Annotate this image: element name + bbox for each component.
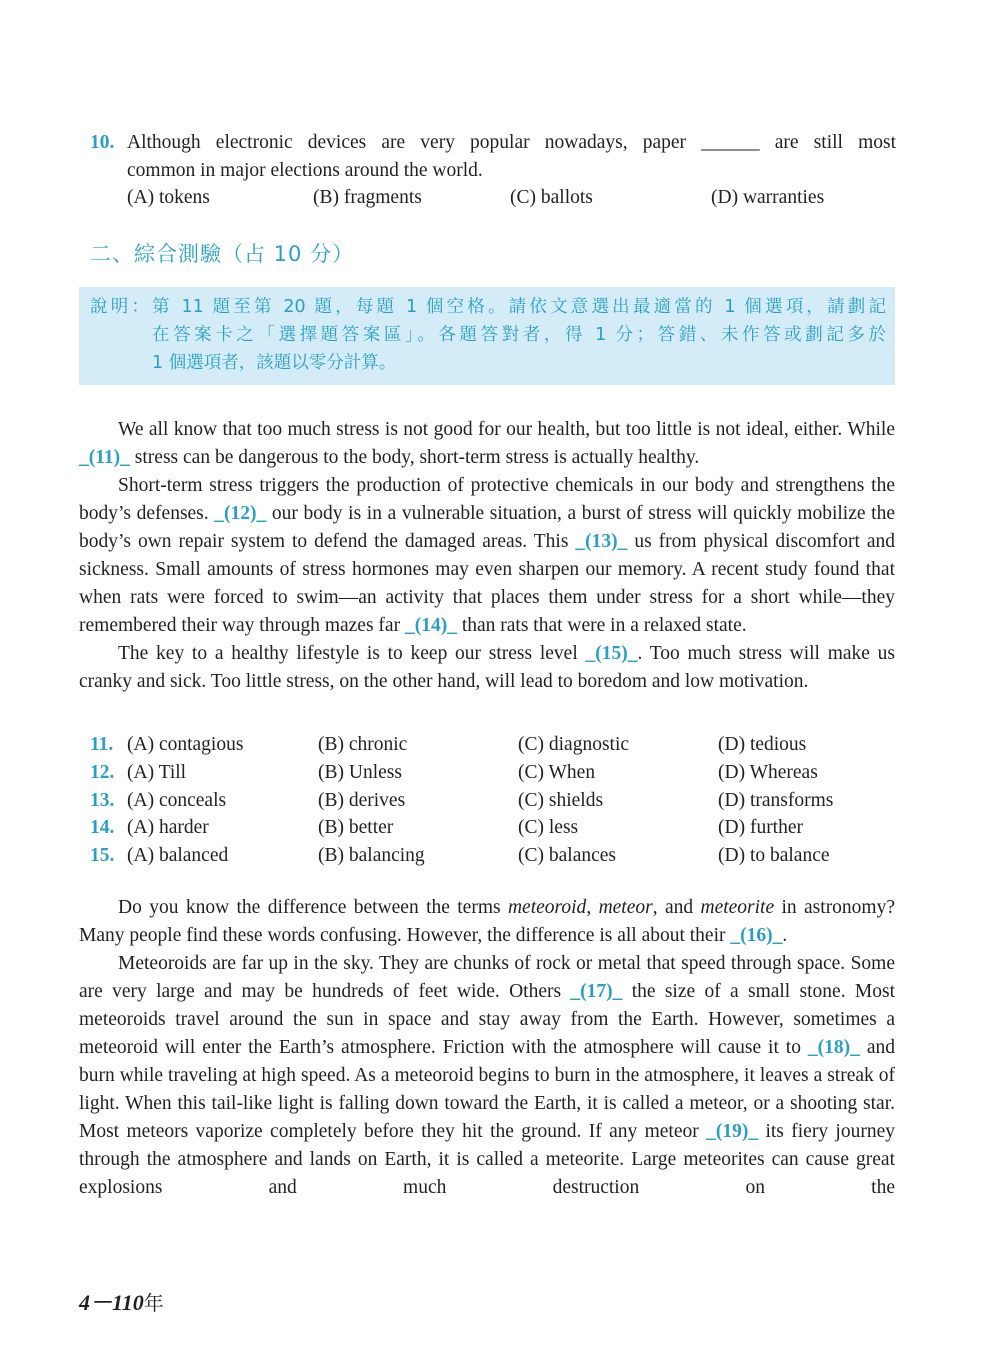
- option-a: (A) conceals: [127, 789, 227, 811]
- question-number: 11.: [90, 734, 114, 755]
- option-c: (C) ballots: [510, 187, 593, 208]
- passage-1-paragraph-2: Short-term stress triggers the production of protective chemicals in our body and strengthens the body’s defenses. _(12)_ our body is in a vulnerable situation, a burst of stress will quickly mobilize the body’s own repair system to defend the damaged areas. This _(13)_ us from physical discomfort and sickness. Small amounts of stress hormones may even sharpen our memory. A recent study found that when rats were forced to swim—an activity that places them under stress for a short while—they remembered their way through mazes far _(14)_ than rats that were in a relaxed state.: [79, 475, 896, 636]
- option-d: (D) warranties: [711, 187, 825, 208]
- option-b: (B) derives: [318, 789, 406, 811]
- blank-15: _(15)_: [585, 643, 638, 664]
- blank-16: _(16)_: [730, 925, 783, 946]
- blank-17: _(17)_: [570, 981, 623, 1002]
- passage-1-paragraph-1: We all know that too much stress is not good for our health, but too little is not ideal, either. While _(11)_ stress can be dangerous to the body, short-term stress is actually healthy.: [79, 419, 895, 468]
- question-row-12: [90, 762, 896, 790]
- option-a: (A) harder: [127, 817, 209, 839]
- instruction-line-3: 1 個選項者，該題以零分計算。: [152, 353, 397, 373]
- option-c: (C) shields: [518, 789, 604, 811]
- term-meteor: meteor: [598, 897, 653, 918]
- option-d: (D) to balance: [718, 845, 830, 867]
- option-b: (B) chronic: [318, 734, 408, 755]
- page-footer: [79, 1286, 164, 1317]
- year-char: 年: [143, 1291, 164, 1315]
- option-c: (C) When: [518, 761, 596, 783]
- instruction-line-1: 說明：第 11 題至第 20 題，每題 1 個空格。請依文意選出最適當的 1 個選項，請劃記: [90, 297, 886, 317]
- term-meteoroid: meteoroid: [507, 897, 587, 918]
- question-text-line-2: common in major elections around the world.: [127, 159, 483, 181]
- passage-2-paragraph-1: Do you know the difference between the terms meteoroid, meteor, and meteorite in astronomy? Many people find these words confusing. However, the difference is all about their _(16)_.: [79, 897, 896, 946]
- question-row-15: [90, 845, 896, 873]
- option-b: (B) balancing: [318, 845, 425, 867]
- blank-18: _(18)_: [807, 1037, 860, 1058]
- option-a: (A) contagious: [127, 734, 244, 755]
- question-number: 13.: [90, 789, 115, 811]
- option-d: (D) further: [718, 817, 803, 839]
- option-a: (A) balanced: [127, 845, 229, 867]
- instruction-line-2: 在答案卡之「選擇題答案區」。各題答對者，得 1 分；答錯、未作答或劃記多於: [152, 325, 886, 345]
- question-10: [90, 129, 896, 212]
- blank-19: _(19)_: [706, 1121, 759, 1142]
- question-row-11: [90, 734, 896, 762]
- option-d: (D) transforms: [718, 789, 834, 811]
- option-c: (C) less: [518, 817, 579, 839]
- page-number: 4－110: [79, 1290, 144, 1315]
- passage-1: [79, 416, 895, 696]
- instruction-text: [90, 293, 886, 377]
- option-a: (A) Till: [127, 761, 187, 783]
- option-c: (C) diagnostic: [518, 734, 630, 755]
- passage-2: [79, 894, 895, 1202]
- option-b: (B) fragments: [313, 187, 422, 208]
- options-table: [90, 734, 896, 873]
- blank-14: _(14)_: [404, 615, 457, 636]
- passage-1-paragraph-3: The key to a healthy lifestyle is to keep our stress level _(15)_. Too much stress will make us cranky and sick. Too little stress, on the other hand, will lead to boredom and low motivation.: [79, 643, 895, 692]
- question-row-13: [90, 790, 896, 818]
- question-number: 14.: [90, 817, 115, 839]
- section-title: 二、綜合測驗（占 10 分）: [90, 242, 355, 266]
- option-d: (D) Whereas: [718, 761, 818, 783]
- option-a: (A) tokens: [127, 187, 210, 208]
- blank-11: _(11)_: [79, 447, 130, 468]
- option-b: (B) better: [318, 817, 394, 839]
- question-options: [127, 184, 896, 212]
- question-number: 10.: [90, 132, 115, 153]
- blank-12: _(12)_: [214, 503, 267, 524]
- question-row-14: [90, 817, 896, 845]
- passage-2-paragraph-2: Meteoroids are far up in the sky. They are chunks of rock or metal that speed through space. Some are very large and may be hundreds of feet wide. Others _(17)_ the size of a small stone. Most meteoroids travel around the sun in space and stay away from the Earth. However, sometimes a meteoroid will enter the Earth’s atmosphere. Friction with the atmosphere will cause it to _(18)_ and burn while traveling at high speed. As a meteoroid begins to burn in the atmosphere, it leaves a streak of light. When this tail-like light is falling down toward the Earth, it is called a meteor, or a shooting star. Most meteors vaporize completely before they hit the ground. If any meteor _(19)_ its fiery journey through the atmosphere and lands on Earth, it is called a meteorite. Large meteorites can cause great explosions and much destruction on the: [79, 953, 895, 1198]
- term-meteorite: meteorite: [700, 897, 775, 918]
- blank-13: _(13)_: [575, 531, 628, 552]
- question-number: 15.: [90, 845, 115, 867]
- option-d: (D) tedious: [718, 734, 807, 755]
- question-text-line-1: Although electronic devices are very popular nowadays, paper ______ are still most: [127, 132, 896, 153]
- option-b: (B) Unless: [318, 761, 402, 783]
- question-number: 12.: [90, 761, 115, 783]
- option-c: (C) balances: [518, 845, 616, 867]
